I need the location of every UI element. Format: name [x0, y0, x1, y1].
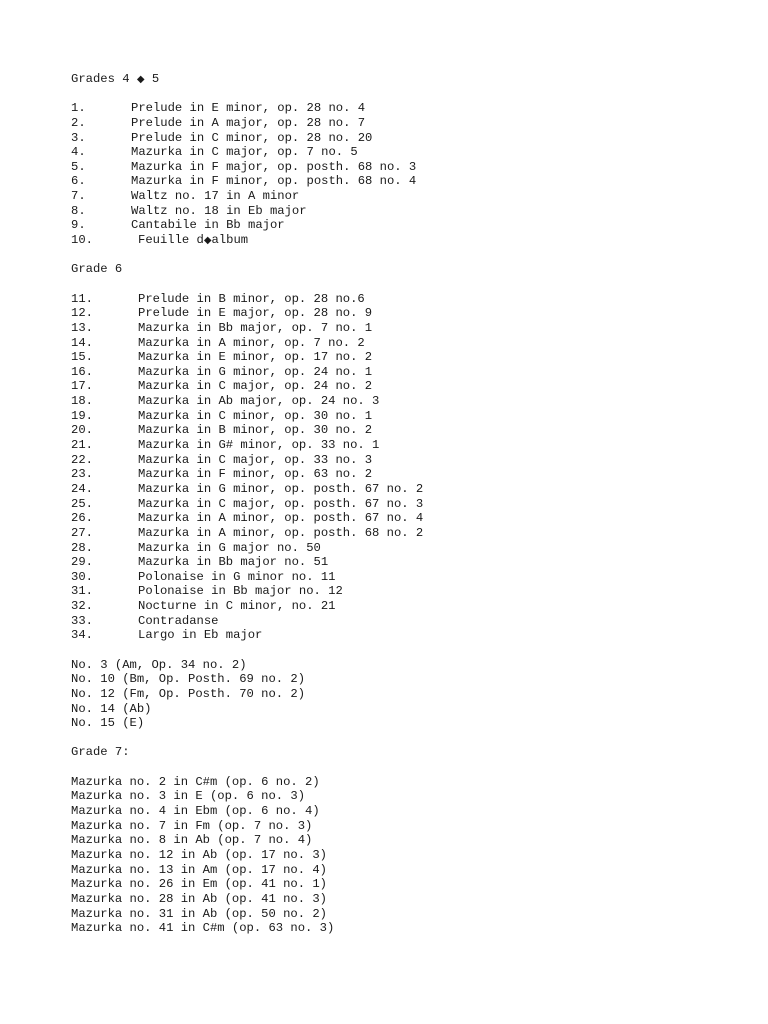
list-item: Mazurka no. 41 in C#m (op. 63 no. 3) [71, 921, 335, 936]
item-number: 28. [71, 540, 93, 555]
section-heading-grades-4-5 [71, 72, 751, 87]
item-number: 16. [71, 364, 93, 379]
list-item: No. 15 (E) [71, 716, 145, 731]
item-title: Cantabile in Bb major [131, 218, 285, 233]
list-item [71, 614, 751, 629]
list-item [71, 365, 751, 380]
item-title: Mazurka in E minor, op. 17 no. 2 [138, 350, 373, 365]
list-item [71, 174, 751, 189]
item-number: 21. [71, 438, 93, 453]
numbered-pieces-list [71, 658, 751, 731]
list-item [71, 394, 751, 409]
list-item [71, 306, 751, 321]
item-title: Mazurka in C major, op. 24 no. 2 [138, 379, 373, 394]
item-title: Largo in Eb major [138, 628, 263, 643]
list-item [71, 336, 751, 351]
grade-6-list [71, 292, 751, 643]
list-item: Mazurka no. 26 in Em (op. 41 no. 1) [71, 877, 327, 892]
list-item [71, 101, 751, 116]
list-item [71, 541, 751, 556]
list-item: No. 14 (Ab) [71, 701, 152, 716]
item-title: Mazurka in C major, op. 7 no. 5 [131, 145, 358, 160]
replacement-glyph-icon: ◆ [136, 74, 145, 85]
item-title: Mazurka in C major, op. 33 no. 3 [138, 452, 373, 467]
list-item: Mazurka no. 3 in E (op. 6 no. 3) [71, 789, 306, 804]
item-title: Nocturne in C minor, no. 21 [138, 599, 336, 614]
list-item: Mazurka no. 2 in C#m (op. 6 no. 2) [71, 774, 320, 789]
item-number: 10. [71, 233, 93, 248]
list-item: Mazurka no. 12 in Ab (op. 17 no. 3) [71, 847, 327, 862]
item-title: Mazurka in Bb major, op. 7 no. 1 [138, 320, 373, 335]
item-number: 12. [71, 306, 93, 321]
document-page [71, 72, 751, 936]
item-title: Prelude in A major, op. 28 no. 7 [131, 115, 366, 130]
item-title: Mazurka in F minor, op. posth. 68 no. 4 [131, 174, 417, 189]
list-item [71, 116, 751, 131]
list-item [71, 321, 751, 336]
list-item [71, 204, 751, 219]
list-item [71, 526, 751, 541]
item-title: Prelude in E minor, op. 28 no. 4 [131, 101, 366, 116]
list-item: Mazurka no. 13 in Am (op. 17 no. 4) [71, 862, 327, 877]
item-title: Prelude in E major, op. 28 no. 9 [138, 306, 373, 321]
item-title: Prelude in C minor, op. 28 no. 20 [131, 130, 373, 145]
blank-line [71, 277, 751, 292]
item-title: Polonaise in Bb major no. 12 [138, 584, 343, 599]
list-item [71, 438, 751, 453]
blank-line [71, 87, 751, 102]
list-item: Mazurka no. 8 in Ab (op. 7 no. 4) [71, 833, 313, 848]
item-number: 1. [71, 101, 86, 116]
list-item: No. 3 (Am, Op. 34 no. 2) [71, 657, 247, 672]
list-item [71, 467, 751, 482]
item-number: 24. [71, 481, 93, 496]
list-item [71, 453, 751, 468]
item-number: 14. [71, 335, 93, 350]
list-item [71, 599, 751, 614]
item-number: 33. [71, 613, 93, 628]
item-number: 19. [71, 408, 93, 423]
list-item [71, 584, 751, 599]
list-item: Mazurka no. 28 in Ab (op. 41 no. 3) [71, 891, 327, 906]
list-item [71, 145, 751, 160]
list-item [71, 555, 751, 570]
item-title: Mazurka in F minor, op. 63 no. 2 [138, 467, 373, 482]
blank-line [71, 731, 751, 746]
item-number: 23. [71, 467, 93, 482]
item-title: Waltz no. 17 in A minor [131, 189, 300, 204]
list-item [71, 189, 751, 204]
section-heading-grade-7: Grade 7: [71, 745, 130, 760]
item-title: Waltz no. 18 in Eb major [131, 203, 307, 218]
list-item [71, 292, 751, 307]
item-number: 4. [71, 145, 86, 160]
item-title: Mazurka in C minor, op. 30 no. 1 [138, 408, 373, 423]
blank-line [71, 643, 751, 658]
item-title: Mazurka in G minor, op. posth. 67 no. 2 [138, 481, 424, 496]
item-number: 26. [71, 511, 93, 526]
item-number: 31. [71, 584, 93, 599]
item-title: Feuille d [138, 233, 204, 248]
item-title: Prelude in B minor, op. 28 no.6 [138, 291, 365, 306]
item-title: Mazurka in A minor, op. 7 no. 2 [138, 335, 365, 350]
replacement-glyph-icon: ◆ [203, 235, 212, 247]
item-number: 3. [71, 130, 86, 145]
item-title: Mazurka in Bb major no. 51 [138, 555, 329, 570]
item-number: 34. [71, 628, 93, 643]
item-number: 29. [71, 555, 93, 570]
item-title: Mazurka in C major, op. posth. 67 no. 3 [138, 496, 424, 511]
item-title: Mazurka in A minor, op. posth. 68 no. 2 [138, 525, 424, 540]
item-number: 6. [71, 174, 86, 189]
heading-text: 5 [144, 72, 160, 86]
list-item: Mazurka no. 31 in Ab (op. 50 no. 2) [71, 906, 327, 921]
item-number: 18. [71, 394, 93, 409]
item-number: 17. [71, 379, 93, 394]
item-number: 32. [71, 599, 93, 614]
list-item: Mazurka no. 7 in Fm (op. 7 no. 3) [71, 818, 313, 833]
item-number: 7. [71, 189, 86, 204]
list-item [71, 423, 751, 438]
list-item: No. 12 (Fm, Op. Posth. 70 no. 2) [71, 686, 306, 701]
list-item [71, 131, 751, 146]
blank-line [71, 248, 751, 263]
item-number: 13. [71, 320, 93, 335]
item-number: 5. [71, 159, 86, 174]
item-title: Mazurka in A minor, op. posth. 67 no. 4 [138, 511, 424, 526]
item-title: Mazurka in G minor, op. 24 no. 1 [138, 364, 373, 379]
item-number: 27. [71, 525, 93, 540]
list-item [71, 409, 751, 424]
item-number: 9. [71, 218, 86, 233]
list-item [71, 511, 751, 526]
section-heading-grade-6: Grade 6 [71, 262, 123, 277]
list-item [71, 160, 751, 175]
item-title: Mazurka in G# minor, op. 33 no. 1 [138, 438, 380, 453]
list-item [71, 482, 751, 497]
item-number: 11. [71, 291, 93, 306]
item-title: album [211, 233, 249, 248]
item-title: Mazurka in G major no. 50 [138, 540, 321, 555]
list-item [71, 497, 751, 512]
item-title: Polonaise in G minor no. 11 [138, 569, 336, 584]
item-title: Mazurka in F major, op. posth. 68 no. 3 [131, 159, 417, 174]
item-number: 2. [71, 115, 86, 130]
list-item [71, 379, 751, 394]
item-number: 30. [71, 569, 93, 584]
item-number: 25. [71, 496, 93, 511]
list-item [71, 628, 751, 643]
item-title: Mazurka in Ab major, op. 24 no. 3 [138, 394, 380, 409]
blank-line [71, 760, 751, 775]
item-title: Mazurka in B minor, op. 30 no. 2 [138, 423, 373, 438]
list-item [71, 218, 751, 233]
heading-text: Grades 4 [71, 72, 137, 86]
list-item: No. 10 (Bm, Op. Posth. 69 no. 2) [71, 672, 306, 687]
item-number: 8. [71, 203, 86, 218]
item-number: 22. [71, 452, 93, 467]
item-title: Contradanse [138, 613, 219, 628]
item-number: 20. [71, 423, 93, 438]
list-item [71, 350, 751, 365]
list-item [71, 233, 751, 248]
item-number: 15. [71, 350, 93, 365]
list-item: Mazurka no. 4 in Ebm (op. 6 no. 4) [71, 804, 320, 819]
list-item [71, 570, 751, 585]
grade-7-list [71, 775, 751, 936]
